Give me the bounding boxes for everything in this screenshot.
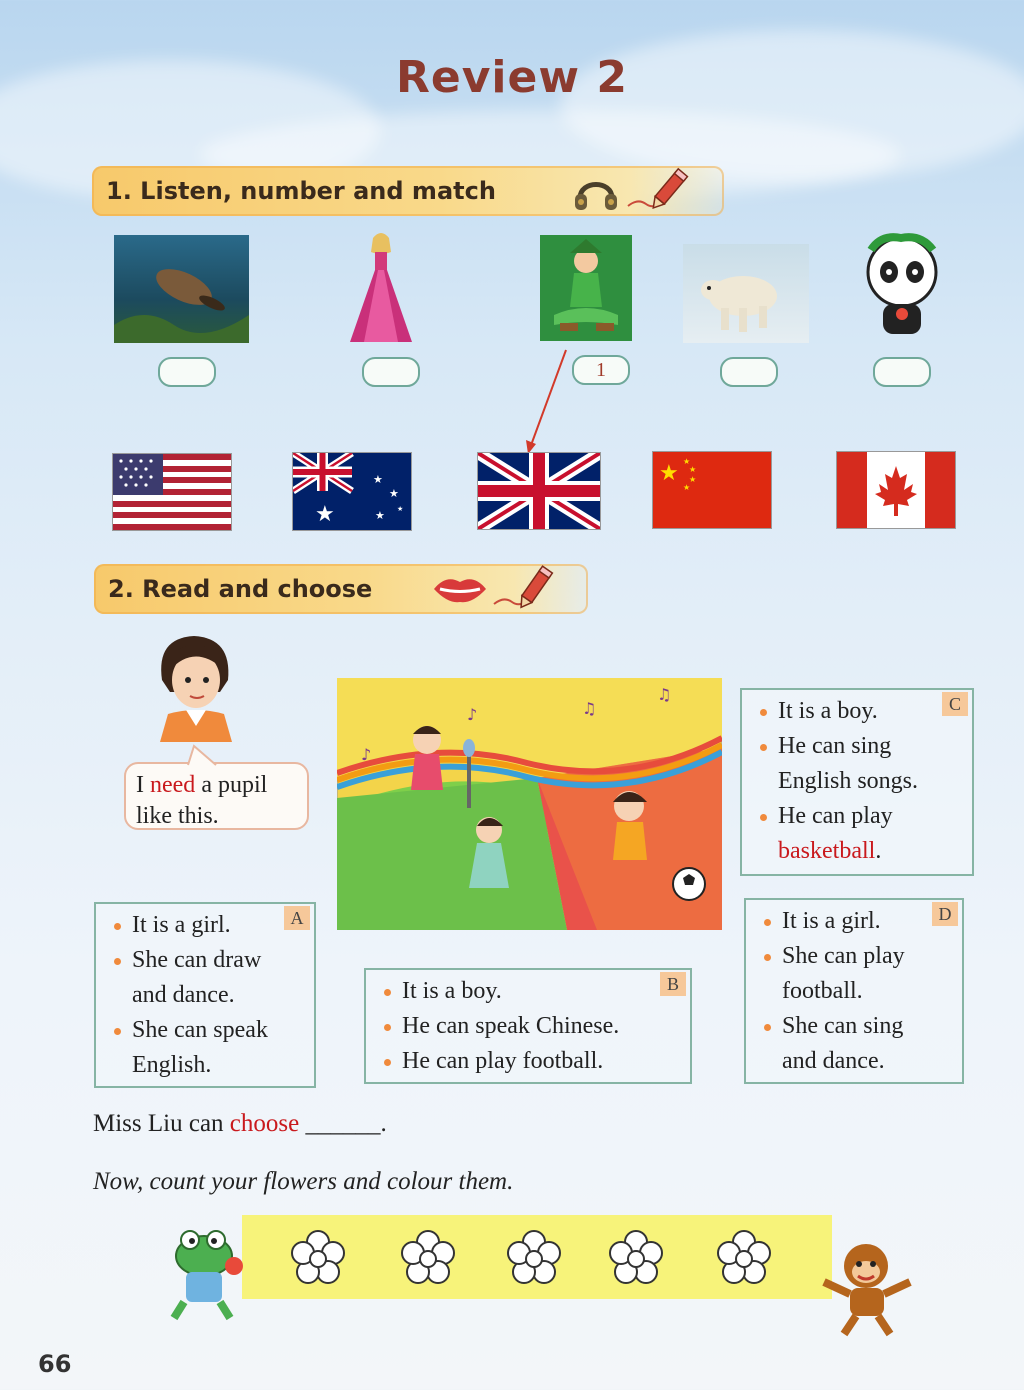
flower-icon[interactable]	[398, 1228, 458, 1288]
speech-highlight: need	[150, 772, 196, 798]
card-d-tag: D	[932, 902, 958, 926]
card-c	[740, 688, 974, 876]
section1-label: 1. Listen, number and match	[106, 177, 496, 205]
section2-banner	[94, 564, 588, 614]
card-d	[744, 898, 964, 1084]
flower-icon[interactable]	[288, 1228, 348, 1288]
number-box-1[interactable]	[158, 357, 216, 387]
pencil-icon	[490, 564, 560, 614]
section2-label: 2. Read and choose	[108, 575, 373, 603]
svg-text:♪: ♪	[361, 745, 372, 764]
australia-flag	[292, 452, 412, 531]
polar-bear-photo	[683, 244, 809, 343]
teacher-illustration	[150, 630, 240, 742]
china-flag	[652, 451, 772, 529]
answer-blank[interactable]: ______.	[305, 1110, 387, 1137]
instruction-text: Now, count your flowers and colour them.	[93, 1168, 514, 1195]
card-a-line-2: She can draw and dance.	[110, 943, 284, 1013]
speech-text-before: I	[136, 772, 150, 798]
speech-text-after: a pupil like this.	[136, 772, 268, 829]
card-a	[94, 902, 316, 1088]
number-box-3[interactable]: 1	[572, 355, 630, 385]
card-c-tag: C	[942, 692, 968, 716]
flower-icon[interactable]	[504, 1228, 564, 1288]
flower-icon[interactable]	[714, 1228, 774, 1288]
flower-icon[interactable]	[606, 1228, 666, 1288]
number-box-2[interactable]	[362, 357, 420, 387]
card-c-line-3	[756, 799, 952, 869]
card-c-after: .	[875, 838, 882, 864]
svg-text:★: ★	[689, 475, 697, 484]
headphones-icon	[572, 170, 620, 214]
card-c-highlight: basketball	[778, 838, 876, 864]
card-b-tag: B	[660, 972, 686, 996]
card-b-line-2: He can speak Chinese.	[380, 1009, 660, 1044]
number-box-4[interactable]	[720, 357, 778, 387]
canada-flag	[836, 451, 956, 529]
svg-text:★: ★	[683, 457, 691, 466]
uk-flag	[477, 452, 601, 530]
card-a-line-3: She can speak English.	[110, 1013, 284, 1083]
monkey-character	[818, 1236, 918, 1340]
card-b-line-1: It is a boy.	[380, 974, 660, 1009]
bubble-tail	[186, 744, 222, 766]
answer-line	[93, 1110, 387, 1138]
card-c-line-3-text: He can play	[778, 803, 893, 829]
card-c-line-2: He can sing English songs.	[756, 729, 952, 799]
svg-text:♫: ♫	[582, 699, 597, 718]
card-a-line-1: It is a girl.	[110, 908, 284, 943]
usa-flag	[112, 453, 232, 531]
flower-bar	[242, 1215, 832, 1299]
svg-text:★: ★	[689, 465, 697, 474]
peter-pan-picture	[540, 235, 632, 341]
section1-banner	[92, 166, 724, 216]
card-d-line-1: It is a girl.	[760, 904, 932, 939]
card-b	[364, 968, 692, 1084]
svg-text:★: ★	[683, 483, 691, 492]
platypus-photo	[114, 235, 249, 343]
card-c-line-1: It is a boy.	[756, 694, 952, 729]
card-d-line-3: She can sing and dance.	[760, 1009, 932, 1079]
svg-text:★: ★	[373, 473, 383, 486]
svg-text:★: ★	[315, 502, 335, 527]
answer-text: Miss Liu can	[93, 1110, 230, 1137]
svg-text:★: ★	[659, 461, 679, 486]
svg-text:★: ★	[375, 509, 385, 522]
card-b-line-3: He can play football.	[380, 1044, 660, 1079]
lips-icon	[432, 574, 488, 604]
panda-mascot-picture	[853, 230, 951, 345]
number-box-5[interactable]	[873, 357, 931, 387]
svg-text:♪: ♪	[467, 705, 478, 724]
svg-text:★: ★	[397, 505, 404, 513]
card-a-tag: A	[284, 906, 310, 930]
answer-highlight: choose	[229, 1110, 300, 1137]
pencil-icon	[624, 166, 694, 216]
svg-text:♫: ♫	[657, 685, 672, 704]
card-d-line-2: She can play football.	[760, 939, 932, 1009]
frog-character	[164, 1226, 254, 1322]
match-arrow	[520, 348, 580, 458]
page-title: Review 2	[396, 52, 628, 103]
princess-doll-picture	[340, 230, 422, 348]
page-number: 66	[38, 1350, 72, 1378]
svg-text:★: ★	[389, 487, 399, 500]
children-activities-picture	[337, 678, 722, 930]
speech-bubble	[124, 762, 309, 830]
